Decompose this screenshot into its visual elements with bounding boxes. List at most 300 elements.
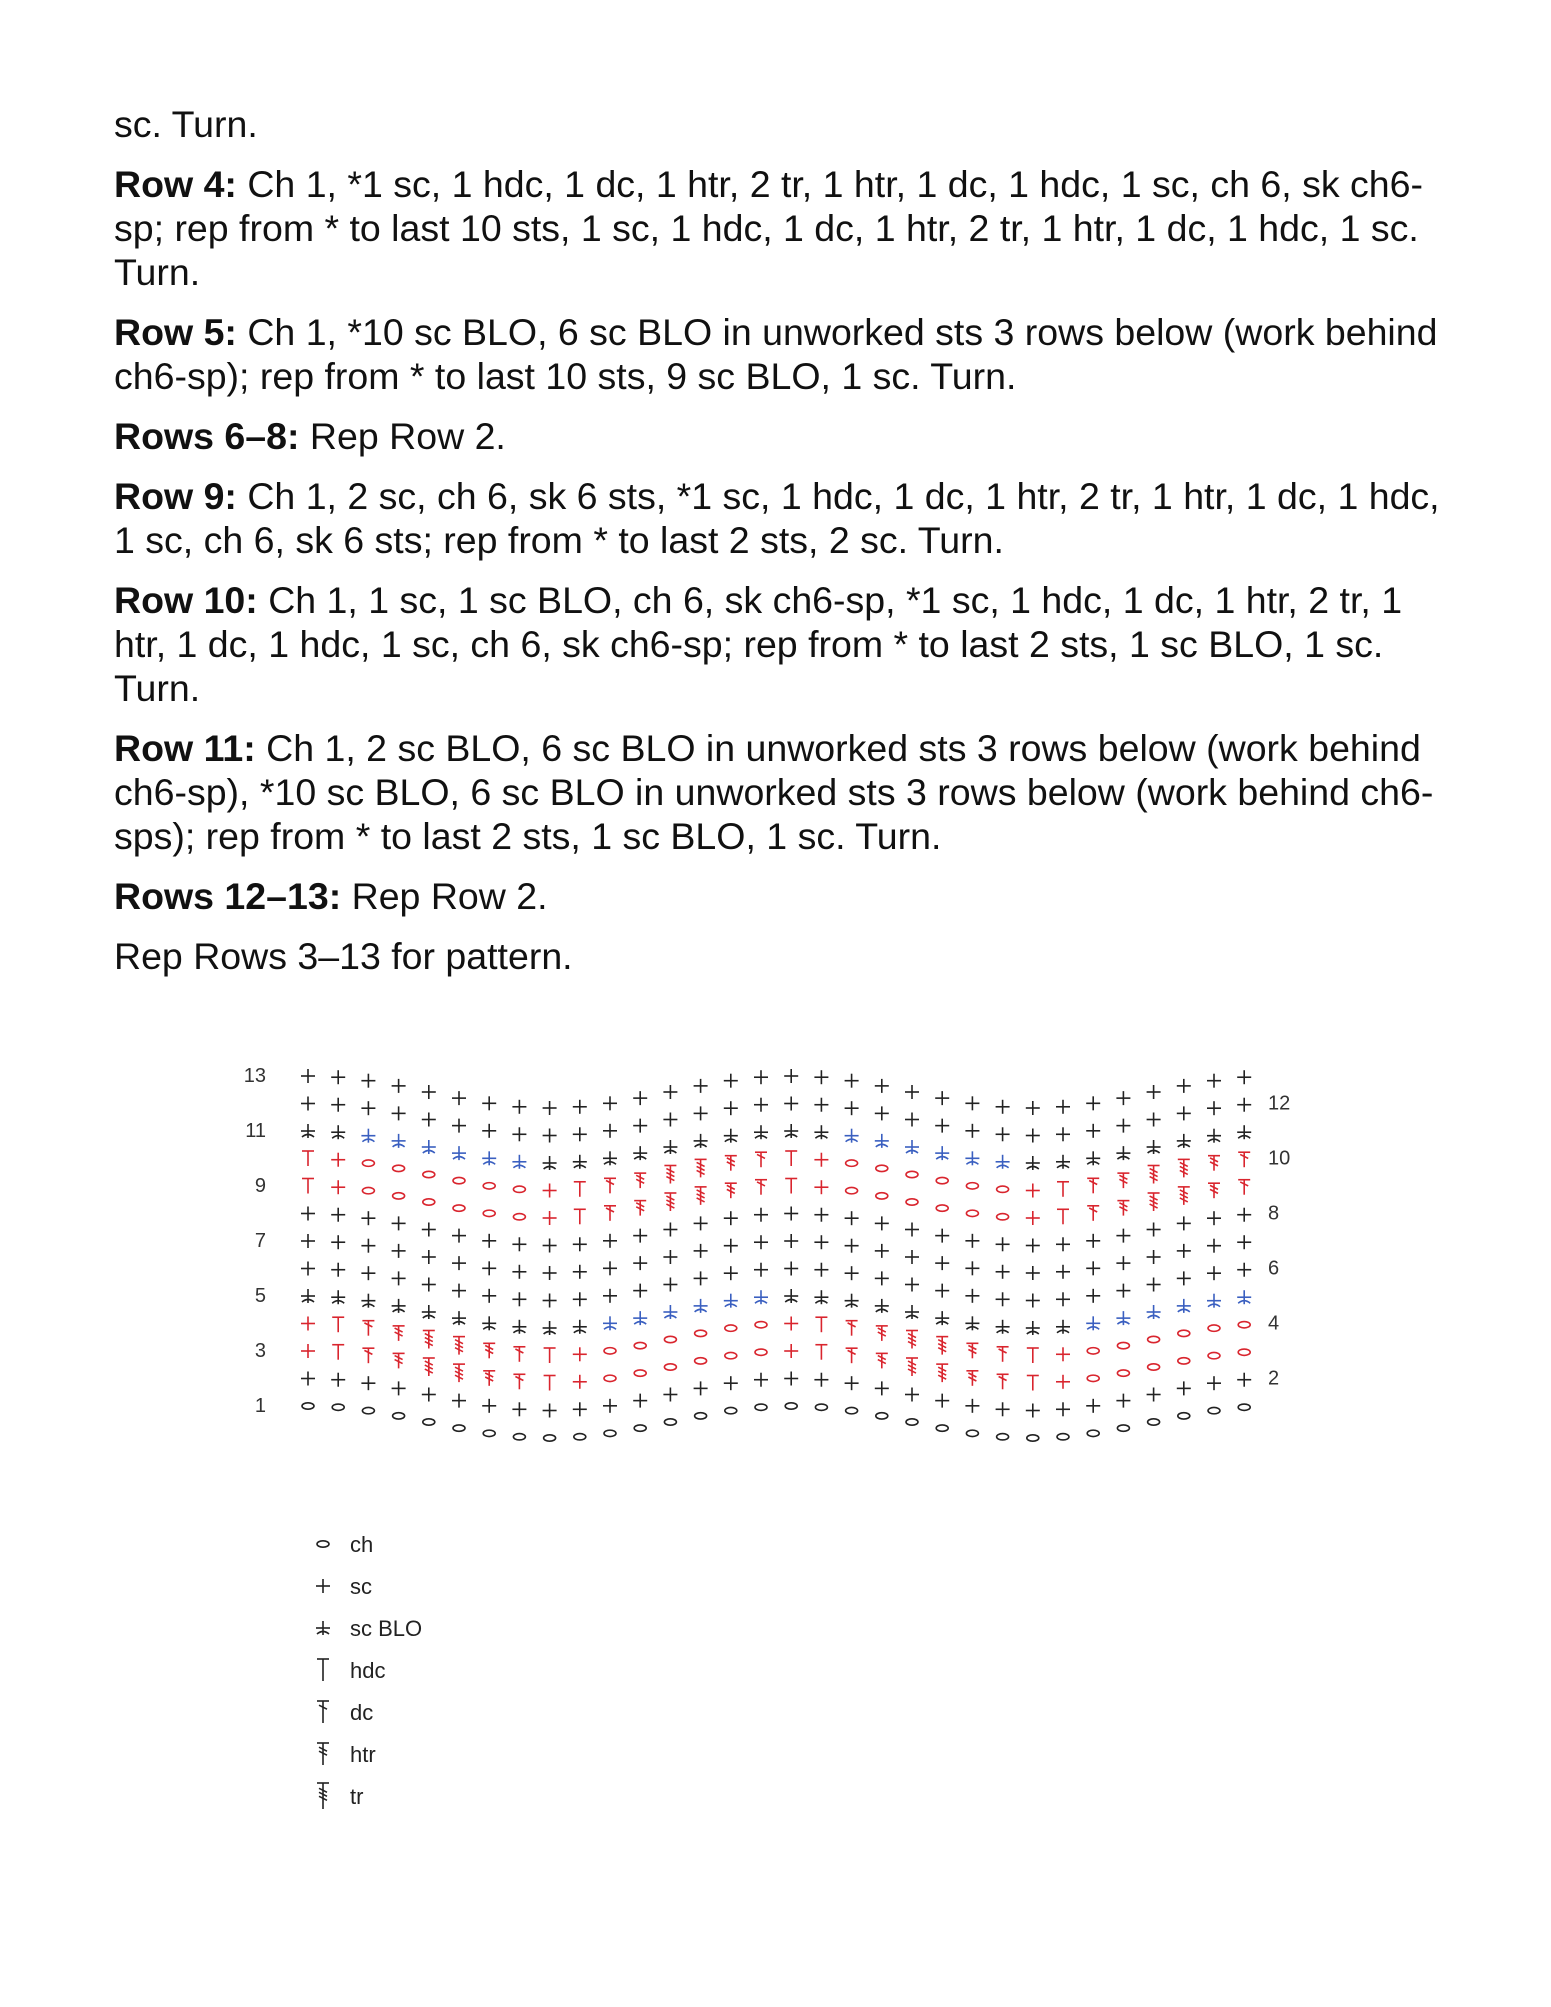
stitch-sc-icon <box>845 1376 859 1390</box>
stitch-sc-icon <box>1056 1237 1070 1251</box>
stitch-sc-icon <box>1056 1100 1070 1114</box>
legend-label: tr <box>350 1784 364 1809</box>
row-label: Rows 12–13: <box>114 875 342 917</box>
stitch-sc-icon <box>482 1124 496 1138</box>
chart-row-13 <box>301 1069 1251 1115</box>
stitch-sc-icon <box>392 1079 406 1093</box>
stitch-sc-icon <box>633 1229 647 1243</box>
stitch-sc-icon <box>316 1579 330 1593</box>
stitch-htr-icon <box>393 1326 405 1341</box>
stitch-hdc-icon <box>544 1348 556 1363</box>
stitch-sc-icon <box>361 1211 375 1225</box>
stitch-sc-icon <box>1177 1271 1191 1285</box>
stitch-ch-icon <box>1148 1364 1160 1370</box>
pattern-instructions <box>114 102 1444 994</box>
stitch-sc-icon <box>361 1376 375 1390</box>
stitch-ch-icon <box>1178 1358 1190 1364</box>
stitch-sc-icon <box>1237 1263 1251 1277</box>
stitch-sc-icon <box>512 1292 526 1306</box>
stitch-ch-icon <box>936 1205 948 1211</box>
stitch-htr-icon <box>1208 1183 1220 1198</box>
stitch-scblo-icon <box>422 1140 436 1154</box>
stitch-ch-icon <box>664 1364 676 1370</box>
stitch-sc-icon <box>1086 1261 1100 1275</box>
instruction-paragraph <box>114 874 1444 918</box>
stitch-sc-icon <box>392 1271 406 1285</box>
stitch-scblo-icon <box>1056 1320 1070 1334</box>
stitch-sc-icon <box>935 1284 949 1298</box>
stitch-sc-icon <box>603 1096 617 1110</box>
stitch-sc-icon <box>724 1266 738 1280</box>
stitch-sc-icon <box>361 1239 375 1253</box>
stitch-sc-icon <box>1056 1375 1070 1389</box>
stitch-sc-icon <box>573 1375 587 1389</box>
stitch-sc-icon <box>543 1184 557 1198</box>
stitch-sc-icon <box>452 1284 466 1298</box>
stitch-tr-icon <box>423 1358 435 1376</box>
row-text: Ch 1, 1 sc, 1 sc BLO, ch 6, sk ch6-sp, *1 sc, 1 hdc, 1 dc, 1 htr, 2 tr, 1 htr, 1 dc, 1 hdc, 1 sc, ch 6, sk ch6-sp; rep from * to last 2 sts, 1 sc BLO, 1 sc. Turn. <box>114 579 1403 709</box>
stitch-tr-icon <box>453 1364 465 1382</box>
stitch-scblo-icon <box>1086 1316 1100 1330</box>
stitch-sc-icon <box>965 1096 979 1110</box>
stitch-sc-icon <box>784 1344 798 1358</box>
stitch-sc-icon <box>1207 1101 1221 1115</box>
stitch-scblo-icon <box>603 1151 617 1165</box>
stitch-sc-icon <box>331 1180 345 1194</box>
stitch-sc-icon <box>694 1381 708 1395</box>
stitch-scblo-icon <box>482 1151 496 1165</box>
legend-label: sc <box>350 1574 372 1599</box>
stitch-sc-icon <box>331 1263 345 1277</box>
stitch-sc-icon <box>301 1234 315 1248</box>
stitch-sc-icon <box>814 1180 828 1194</box>
stitch-ch-icon <box>876 1413 888 1419</box>
stitch-htr-icon <box>1117 1201 1129 1216</box>
stitch-ch-icon <box>423 1419 435 1425</box>
legend-item <box>316 1616 422 1641</box>
stitch-ch-icon <box>453 1425 465 1431</box>
stitch-sc-icon <box>1086 1096 1100 1110</box>
legend-item <box>317 1783 363 1809</box>
stitch-sc-icon <box>1026 1101 1040 1115</box>
stitch-sc-icon <box>603 1399 617 1413</box>
row-number-right: 10 <box>1268 1147 1291 1170</box>
stitch-scblo-icon <box>754 1290 768 1304</box>
stitch-sc-icon <box>512 1100 526 1114</box>
stitch-sc-icon <box>361 1266 375 1280</box>
stitch-ch-icon <box>966 1430 978 1436</box>
stitch-ch-icon <box>332 1404 344 1410</box>
stitch-sc-icon <box>905 1278 919 1292</box>
stitch-scblo-icon <box>512 1320 526 1334</box>
stitch-htr-icon <box>966 1371 978 1386</box>
row-text: sc. Turn. <box>114 103 258 145</box>
stitch-ch-icon <box>755 1404 767 1410</box>
stitch-sc-icon <box>361 1074 375 1088</box>
stitch-ch-icon <box>664 1419 676 1425</box>
row-text: Ch 1, 2 sc, ch 6, sk 6 sts, *1 sc, 1 hdc, 1 dc, 1 htr, 2 tr, 1 htr, 1 dc, 1 hdc, 1 sc, ch 6, sk 6 sts; rep from * to last 2 sts, 2 sc. Turn. <box>114 475 1440 561</box>
stitch-scblo-icon <box>392 1299 406 1313</box>
stitch-scblo-icon <box>935 1311 949 1325</box>
stitch-sc-icon <box>996 1237 1010 1251</box>
stitch-sc-icon <box>301 1069 315 1083</box>
stitch-ch-icon <box>1117 1425 1129 1431</box>
row-label: Row 11: <box>114 727 256 769</box>
legend-item <box>316 1574 372 1599</box>
stitch-tr-icon <box>1148 1166 1160 1184</box>
stitch-ch-icon <box>725 1352 737 1358</box>
stitch-sc-icon <box>482 1096 496 1110</box>
stitch-sc-icon <box>694 1244 708 1258</box>
stitch-scblo-icon <box>543 1156 557 1170</box>
stitch-tr-icon <box>664 1193 676 1211</box>
stitch-scblo-icon <box>724 1129 738 1143</box>
stitch-scblo-icon <box>663 1305 677 1319</box>
stitch-sc-icon <box>784 1069 798 1083</box>
stitch-tr-icon <box>936 1337 948 1355</box>
instruction-paragraph <box>114 310 1444 398</box>
stitch-sc-icon <box>935 1229 949 1243</box>
stitch-sc-icon <box>845 1211 859 1225</box>
stitch-scblo-icon <box>482 1316 496 1330</box>
stitch-sc-icon <box>301 1097 315 1111</box>
stitch-ch-icon <box>1148 1419 1160 1425</box>
stitch-tr-icon <box>453 1337 465 1355</box>
stitch-scblo-icon <box>1207 1129 1221 1143</box>
chart-row-11 <box>301 1124 1251 1170</box>
stitch-ch-icon <box>1178 1330 1190 1336</box>
row-label: Rows 6–8: <box>114 415 300 457</box>
stitch-ch-icon <box>317 1541 329 1547</box>
stitch-ch-icon <box>1087 1348 1099 1354</box>
stitch-dc-icon <box>846 1348 858 1363</box>
stitch-sc-icon <box>633 1091 647 1105</box>
chart-row-3 <box>301 1344 1250 1391</box>
stitch-sc-icon <box>452 1119 466 1133</box>
instruction-paragraph <box>114 414 1444 458</box>
stitch-ch-icon <box>1208 1325 1220 1331</box>
stitch-sc-icon <box>694 1106 708 1120</box>
stitch-sc-icon <box>754 1373 768 1387</box>
stitch-scblo-icon <box>573 1320 587 1334</box>
row-number-right: 4 <box>1268 1312 1280 1335</box>
stitch-legend <box>305 1528 505 1828</box>
stitch-sc-icon <box>965 1289 979 1303</box>
stitch-scblo-icon <box>331 1125 345 1139</box>
stitch-hdc-icon <box>1027 1348 1039 1363</box>
stitch-sc-icon <box>1116 1229 1130 1243</box>
stitch-scblo-icon <box>694 1299 708 1313</box>
stitch-ch-icon <box>1208 1352 1220 1358</box>
stitch-ch-icon <box>725 1407 737 1413</box>
stitch-tr-icon <box>317 1783 329 1809</box>
stitch-sc-icon <box>1056 1127 1070 1141</box>
stitch-sc-icon <box>754 1263 768 1277</box>
stitch-sc-icon <box>814 1235 828 1249</box>
stitch-sc-icon <box>301 1207 315 1221</box>
stitch-sc-icon <box>663 1388 677 1402</box>
stitch-ch-icon <box>1208 1407 1220 1413</box>
stitch-tr-icon <box>1148 1193 1160 1211</box>
stitch-ch-icon <box>423 1171 435 1177</box>
stitch-ch-icon <box>1238 1404 1250 1410</box>
stitch-sc-icon <box>361 1101 375 1115</box>
stitch-ch-icon <box>906 1171 918 1177</box>
stitch-ch-icon <box>997 1186 1009 1192</box>
stitch-sc-icon <box>512 1402 526 1416</box>
stitch-sc-icon <box>422 1388 436 1402</box>
stitch-sc-icon <box>392 1244 406 1258</box>
stitch-sc-icon <box>694 1216 708 1230</box>
stitch-scblo-icon <box>784 1289 798 1303</box>
stitch-sc-icon <box>1116 1256 1130 1270</box>
stitch-scblo-icon <box>1026 1321 1040 1335</box>
stitch-sc-icon <box>694 1079 708 1093</box>
stitch-sc-icon <box>1086 1234 1100 1248</box>
stitch-sc-icon <box>543 1294 557 1308</box>
stitch-ch-icon <box>423 1199 435 1205</box>
stitch-sc-icon <box>331 1235 345 1249</box>
stitch-sc-icon <box>754 1070 768 1084</box>
stitch-sc-icon <box>814 1208 828 1222</box>
stitch-scblo-icon <box>875 1299 889 1313</box>
stitch-scblo-icon <box>875 1134 889 1148</box>
stitch-ch-icon <box>604 1348 616 1354</box>
stitch-tr-icon <box>695 1187 707 1205</box>
stitch-sc-icon <box>1207 1239 1221 1253</box>
stitch-scblo-icon <box>965 1151 979 1165</box>
row-text: Rep Row 2. <box>341 875 548 917</box>
stitch-ch-icon <box>393 1193 405 1199</box>
stitch-scblo-icon <box>814 1290 828 1304</box>
legend-item <box>317 1700 373 1725</box>
row-number-right: 12 <box>1268 1092 1291 1115</box>
stitch-ch-icon <box>785 1403 797 1409</box>
stitch-ch-icon <box>997 1214 1009 1220</box>
stitch-dc-icon <box>604 1178 616 1193</box>
stitch-ch-icon <box>936 1425 948 1431</box>
stitch-sc-icon <box>724 1376 738 1390</box>
stitch-scblo-icon <box>965 1316 979 1330</box>
stitch-sc-icon <box>1086 1124 1100 1138</box>
stitch-dc-icon <box>997 1347 1009 1362</box>
stitch-ch-icon <box>755 1322 767 1328</box>
stitch-ch-icon <box>695 1330 707 1336</box>
stitch-hdc-icon <box>815 1345 827 1360</box>
stitch-sc-icon <box>422 1223 436 1237</box>
stitch-ch-icon <box>1087 1430 1099 1436</box>
stitch-sc-icon <box>301 1317 315 1331</box>
stitch-dc-icon <box>604 1206 616 1221</box>
stitch-scblo-icon <box>452 1146 466 1160</box>
stitch-sc-icon <box>1237 1235 1251 1249</box>
stitch-scblo-icon <box>1147 1305 1161 1319</box>
stitch-ch-icon <box>604 1375 616 1381</box>
stitch-ch-icon <box>362 1187 374 1193</box>
stitch-scblo-icon <box>361 1129 375 1143</box>
stitch-scblo-icon <box>316 1621 330 1635</box>
stitch-sc-icon <box>784 1262 798 1276</box>
row-number-left: 5 <box>254 1285 266 1307</box>
stitch-ch-icon <box>664 1336 676 1342</box>
stitch-ch-icon <box>483 1210 495 1216</box>
stitch-sc-icon <box>754 1098 768 1112</box>
stitch-sc-icon <box>543 1101 557 1115</box>
row-text: Ch 1, 2 sc BLO, 6 sc BLO in unworked sts 3 rows below (work behind ch6-sp), *10 sc BLO, 6 sc BLO in unworked sts 3 rows below (work behind ch6-sps); rep from * to last 2 sts, 1 sc BLO, 1 sc. Turn. <box>114 727 1434 857</box>
stitch-sc-icon <box>965 1124 979 1138</box>
stitch-hdc-icon <box>574 1182 586 1197</box>
stitch-dc-icon <box>317 1701 329 1723</box>
stitch-sc-icon <box>875 1079 889 1093</box>
stitch-dc-icon <box>362 1348 374 1363</box>
stitch-sc-icon <box>754 1208 768 1222</box>
stitch-hdc-icon <box>785 1151 797 1166</box>
stitch-sc-icon <box>814 1153 828 1167</box>
stitch-ch-icon <box>453 1205 465 1211</box>
stitch-ch-icon <box>1238 1349 1250 1355</box>
instruction-paragraph <box>114 474 1444 562</box>
stitch-sc-icon <box>845 1239 859 1253</box>
stitch-ch-icon <box>634 1370 646 1376</box>
row-label: Row 5: <box>114 311 237 353</box>
stitch-sc-icon <box>512 1265 526 1279</box>
stitch-scblo-icon <box>1026 1156 1040 1170</box>
stitch-sc-icon <box>543 1404 557 1418</box>
stitch-scblo-icon <box>845 1294 859 1308</box>
stitch-sc-icon <box>1237 1070 1251 1084</box>
stitch-sc-icon <box>1026 1404 1040 1418</box>
stitch-scblo-icon <box>845 1129 859 1143</box>
stitch-sc-icon <box>1147 1278 1161 1292</box>
chart-row-10 <box>302 1151 1250 1198</box>
stitch-scblo-icon <box>422 1305 436 1319</box>
stitch-ch-icon <box>755 1349 767 1355</box>
stitch-ch-icon <box>1057 1434 1069 1440</box>
stitch-scblo-icon <box>1207 1294 1221 1308</box>
stitch-tr-icon <box>906 1358 918 1376</box>
stitch-scblo-icon <box>633 1146 647 1160</box>
stitch-sc-icon <box>573 1292 587 1306</box>
stitch-scblo-icon <box>694 1134 708 1148</box>
stitch-sc-icon <box>814 1263 828 1277</box>
stitch-scblo-icon <box>724 1294 738 1308</box>
stitch-sc-icon <box>814 1070 828 1084</box>
stitch-sc-icon <box>1026 1239 1040 1253</box>
stitch-htr-icon <box>1208 1156 1220 1171</box>
stitch-ch-icon <box>936 1177 948 1183</box>
stitch-dc-icon <box>846 1321 858 1336</box>
stitch-sc-icon <box>965 1399 979 1413</box>
stitch-hdc-icon <box>1057 1182 1069 1197</box>
stitch-sc-icon <box>875 1244 889 1258</box>
chart-row-9 <box>302 1179 1250 1226</box>
stitch-hdc-icon <box>574 1209 586 1224</box>
stitch-htr-icon <box>634 1173 646 1188</box>
stitch-ch-icon <box>362 1160 374 1166</box>
stitch-ch-icon <box>634 1342 646 1348</box>
stitch-hdc-icon <box>1027 1376 1039 1391</box>
stitch-htr-icon <box>483 1371 495 1386</box>
row-text: Ch 1, *1 sc, 1 hdc, 1 dc, 1 htr, 2 tr, 1 htr, 1 dc, 1 hdc, 1 sc, ch 6, sk ch6-sp; rep from * to last 10 sts, 1 sc, 1 hdc, 1 dc, 1 htr, 2 tr, 1 htr, 1 dc, 1 hdc, 1 sc. Turn. <box>114 163 1423 293</box>
stitch-ch-icon <box>846 1407 858 1413</box>
row-text: Rep Rows 3–13 for pattern. <box>114 935 573 977</box>
stitch-scblo-icon <box>633 1311 647 1325</box>
stitch-ch-icon <box>966 1183 978 1189</box>
stitch-sc-icon <box>875 1106 889 1120</box>
stitch-sc-icon <box>663 1223 677 1237</box>
stitch-scblo-icon <box>905 1305 919 1319</box>
stitch-sc-icon <box>1147 1113 1161 1127</box>
stitch-sc-icon <box>1237 1208 1251 1222</box>
stitch-scblo-icon <box>1237 1125 1251 1139</box>
stitch-sc-icon <box>845 1266 859 1280</box>
stitch-ch-icon <box>513 1214 525 1220</box>
stitch-scblo-icon <box>1056 1155 1070 1169</box>
stitch-sc-icon <box>724 1101 738 1115</box>
stitch-htr-icon <box>1117 1173 1129 1188</box>
stitch-sc-icon <box>1237 1098 1251 1112</box>
stitch-sc-icon <box>392 1106 406 1120</box>
stitch-sc-icon <box>724 1239 738 1253</box>
stitch-sc-icon <box>996 1292 1010 1306</box>
stitch-ch-icon <box>1238 1322 1250 1328</box>
legend-item <box>317 1532 373 1557</box>
stitch-sc-icon <box>996 1402 1010 1416</box>
stitch-tr-icon <box>1178 1159 1190 1177</box>
stitch-ch-icon <box>1027 1435 1039 1441</box>
stitch-sc-icon <box>965 1261 979 1275</box>
stitch-ch-icon <box>1178 1413 1190 1419</box>
stitch-sc-icon <box>694 1271 708 1285</box>
stitch-hdc-icon <box>1057 1209 1069 1224</box>
stitch-sc-icon <box>663 1113 677 1127</box>
stitch-ch-icon <box>695 1358 707 1364</box>
stitch-hdc-icon <box>302 1151 314 1166</box>
stitch-sc-icon <box>935 1091 949 1105</box>
stitch-sc-icon <box>543 1266 557 1280</box>
stitch-sc-icon <box>422 1250 436 1264</box>
legend-item <box>317 1742 376 1767</box>
stitch-sc-icon <box>331 1098 345 1112</box>
stitch-sc-icon <box>724 1211 738 1225</box>
row-number-right: 8 <box>1268 1202 1280 1225</box>
stitch-sc-icon <box>1147 1223 1161 1237</box>
stitch-sc-icon <box>1056 1347 1070 1361</box>
stitch-tr-icon <box>1178 1187 1190 1205</box>
stitch-tr-icon <box>906 1331 918 1349</box>
chart-row-7 <box>301 1234 1251 1280</box>
row-number-right: 2 <box>1268 1367 1280 1390</box>
legend-label: sc BLO <box>350 1616 423 1641</box>
stitch-sc-icon <box>845 1074 859 1088</box>
stitch-chart <box>238 1052 1298 1452</box>
stitch-ch-icon <box>513 1434 525 1440</box>
stitch-scblo-icon <box>754 1125 768 1139</box>
legend-label: dc <box>350 1700 374 1725</box>
row-number-left: 13 <box>243 1065 266 1087</box>
stitch-sc-icon <box>663 1250 677 1264</box>
stitch-scblo-icon <box>301 1289 315 1303</box>
stitch-htr-icon <box>966 1343 978 1358</box>
stitch-tr-icon <box>695 1159 707 1177</box>
stitch-ch-icon <box>966 1210 978 1216</box>
stitch-sc-icon <box>573 1127 587 1141</box>
stitch-hdc-icon <box>785 1179 797 1194</box>
stitch-scblo-icon <box>392 1134 406 1148</box>
stitch-ch-icon <box>453 1177 465 1183</box>
stitch-ch-icon <box>574 1434 586 1440</box>
stitch-dc-icon <box>513 1374 525 1389</box>
